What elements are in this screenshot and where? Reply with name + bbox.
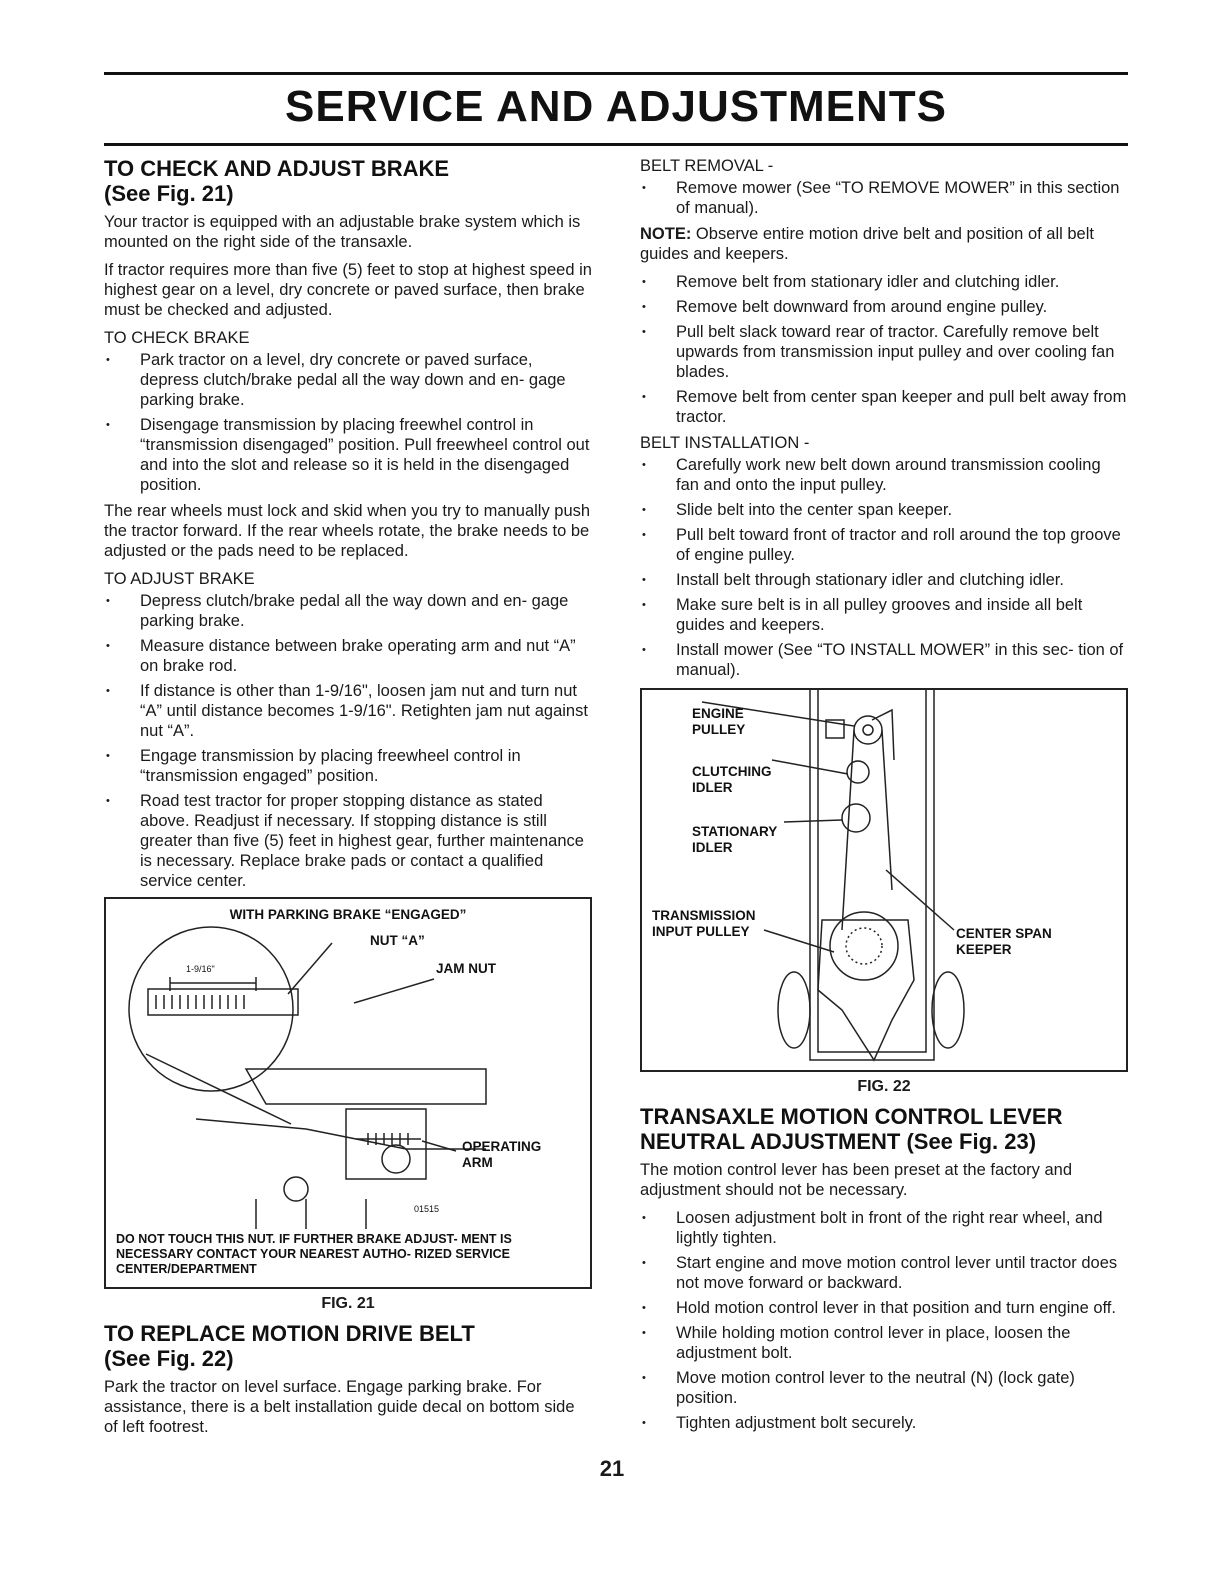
note-label: NOTE: [640,225,692,243]
brake-rod-spring [148,989,298,1015]
list-item: • Disengage transmission by placing freewhel control in “transmission disengaged” position. Pull freewheel control out and into the slot and release so it is held in the disengaged position. [104,415,592,495]
detail-magnifier-circle [129,927,293,1091]
top-rule [104,72,1128,75]
frame-rails [810,690,934,1060]
transaxle-list [640,1208,1128,1433]
label-jam-nut: JAM NUT [436,961,496,976]
transaxle-housing [246,1069,486,1104]
belt-removal-list-b [640,272,1128,427]
belt-paragraph-1: Park the tractor on level surface. Engage parking brake. For assistance, there is a belt installation guide decal on bottom side of left footrest. [104,1378,575,1436]
transaxle-heading-line1: TRANSAXLE MOTION CONTROL LEVER [640,1104,1063,1129]
belt-installation-subhead: BELT INSTALLATION - [640,434,810,452]
title-rule [104,143,1128,146]
list-item: • Tighten adjustment bolt securely. [640,1413,1128,1433]
label-center-span-line2: KEEPER [956,942,1012,957]
check-brake-subhead: TO CHECK BRAKE [104,329,250,347]
list-item: • Carefully work new belt down around transmission cooling fan and onto the input pulley. [640,455,1128,495]
fig21-caption: FIG. 21 [321,1295,375,1312]
label-engine-line1: ENGINE [692,706,744,721]
brake-assembly-drawing [106,899,590,1287]
belt-note [640,224,1128,264]
label-stationary-line2: IDLER [692,840,733,855]
belt-routing-drawing [642,690,1126,1070]
brake-paragraph-3: The rear wheels must lock and skid when you try to manually push the tractor forward. If the rear wheels rotate, the brake needs to be adjusted or the pads need to be replaced. [104,502,591,560]
right-axle-hub [932,972,964,1048]
label-operating: OPERATING [462,1139,542,1154]
list-item: • Measure distance between brake operating arm and nut “A” on brake rod. [104,636,592,676]
label-transmission-line2: INPUT PULLEY [652,924,750,939]
list-item: • Remove belt from stationary idler and clutching idler. [640,272,1128,292]
label-transmission-line1: TRANSMISSION [652,908,756,923]
center-span-leader [886,870,954,930]
page-title: SERVICE AND ADJUSTMENTS [285,82,947,131]
belt-installation-list [640,455,1128,680]
list-item: • If distance is other than 1-9/16", loosen jam nut and turn nut “A” until distance becomes 1-9/16". Retighten jam nut against nut “A”. [104,681,592,741]
page-number: 21 [599,1456,625,1481]
brake-paragraph-1: Your tractor is equipped with an adjustable brake system which is mounted on the right side of the transaxle. [104,213,581,251]
list-item: • Slide belt into the center span keeper. [640,500,1128,520]
frame-rails-inner [818,690,926,1052]
fig21-warning: DO NOT TOUCH THIS NUT. IF FURTHER BRAKE ADJUST- MENT IS NECESSARY CONTACT YOUR NEAREST AUTHO- RIZED SERVICE CENTER/DEPARTMENT [116,1232,512,1276]
adjust-brake-list [104,591,592,891]
list-item: • Engage transmission by placing freewheel control in “transmission engaged” position. [104,746,592,786]
brake-heading-line2: (See Fig. 21) [104,181,234,206]
brake-paragraph-2: If tractor requires more than five (5) feet to stop at highest speed in highest gear on a level, dry concrete or paved surface, then brake must be checked and adjusted. [104,261,592,319]
label-arm: ARM [462,1155,493,1170]
frame-line [196,1119,486,1149]
list-item: • Install mower (See “TO INSTALL MOWER” in this sec- tion of manual). [640,640,1128,680]
magnifier-leader-line [146,1054,291,1124]
list-item: • Move motion control lever to the neutral (N) (lock gate) position. [640,1368,1128,1408]
fig22-illustration [640,688,1128,1072]
list-item: • Depress clutch/brake pedal all the way down and en- gage parking brake. [104,591,592,631]
label-nut-a: NUT “A” [370,933,425,948]
right-column [640,156,1128,1439]
transaxle-heading-line2: NEUTRAL ADJUSTMENT (See Fig. 23) [640,1129,1037,1154]
spring-coils [156,995,244,1009]
list-item: • Remove mower (See “TO REMOVE MOWER” in this section of manual). [640,178,1128,218]
fig21-title: WITH PARKING BRAKE “ENGAGED” [229,907,467,922]
bracket-legs [256,1199,366,1229]
note-text: Observe entire motion drive belt and position of all belt guides and keepers. [640,225,1094,263]
list-item: • Remove belt downward from around engine pulley. [640,297,1128,317]
check-brake-list [104,350,592,495]
list-item: • Make sure belt is in all pulley grooves and inside all belt guides and keepers. [640,595,1128,635]
belt-section-heading [104,1321,592,1371]
stationary-idler-leader [784,820,842,822]
label-dimension: 1-9/16" [186,964,215,974]
list-item: • Road test tractor for proper stopping distance as stated above. Readjust if necessary. If stopping distance is still greater than five (5) feet in highest gear, further maintenance is necessary. Replace brake pads or contact a qualified service center. [104,791,592,891]
label-clutching-line2: IDLER [692,780,733,795]
transaxle-section-heading [640,1104,1128,1154]
transmission-input-pulley [830,912,898,980]
fig21-illustration [104,897,592,1289]
fig22-caption: FIG. 22 [857,1078,911,1095]
transmission-pulley-leader [764,930,834,952]
belt-heading-line2: (See Fig. 22) [104,1346,234,1371]
engine-pulley [854,716,882,744]
stationary-idler [842,804,870,832]
left-axle-hub [778,972,810,1048]
list-item: • Remove belt from center span keeper and pull belt away from tractor. [640,387,1128,427]
belt-heading-line1: TO REPLACE MOTION DRIVE BELT [104,1321,475,1346]
label-center-span-line1: CENTER SPAN [956,926,1052,941]
jam-nut-leader [354,979,434,1003]
list-item: • While holding motion control lever in place, loosen the adjustment bolt. [640,1323,1128,1363]
transaxle-paragraph-1: The motion control lever has been preset at the factory and adjustment should not be necessary. [640,1161,1072,1199]
belt-removal-list-a [640,178,1128,218]
nut-a-leader [288,943,332,994]
belt-removal-subhead: BELT REMOVAL - [640,157,774,175]
list-item: • Park tractor on a level, dry concrete or paved surface, depress clutch/brake pedal all the way down and en- gage parking brake. [104,350,592,410]
label-engine-line2: PULLEY [692,722,746,737]
label-stationary-line1: STATIONARY [692,824,778,839]
lower-spring [356,1133,421,1145]
do-not-touch-nut [284,1177,308,1201]
label-clutching-line1: CLUTCHING [692,764,772,779]
engine-pulley-hub [863,725,873,735]
left-column [104,156,592,1445]
label-part-number: 01515 [414,1204,440,1214]
brake-heading-line1: TO CHECK AND ADJUST BRAKE [104,156,450,181]
arm-pivot [382,1145,410,1173]
list-item: • Pull belt slack toward rear of tractor. Carefully remove belt upwards from transmission input pulley and over cooling fan blades. [640,322,1128,382]
list-item: • Pull belt toward front of tractor and roll around the top groove of engine pulley. [640,525,1128,565]
cooling-fan [846,928,882,964]
list-item: • Install belt through stationary idler and clutching idler. [640,570,1128,590]
adjust-brake-subhead: TO ADJUST BRAKE [104,570,255,588]
transaxle-body [818,920,914,1060]
list-item: • Start engine and move motion control lever until tractor does not move forward or backward. [640,1253,1128,1293]
list-item: • Loosen adjustment bolt in front of the right rear wheel, and lightly tighten. [640,1208,1128,1248]
brake-section-heading [104,156,592,206]
list-item: • Hold motion control lever in that position and turn engine off. [640,1298,1128,1318]
